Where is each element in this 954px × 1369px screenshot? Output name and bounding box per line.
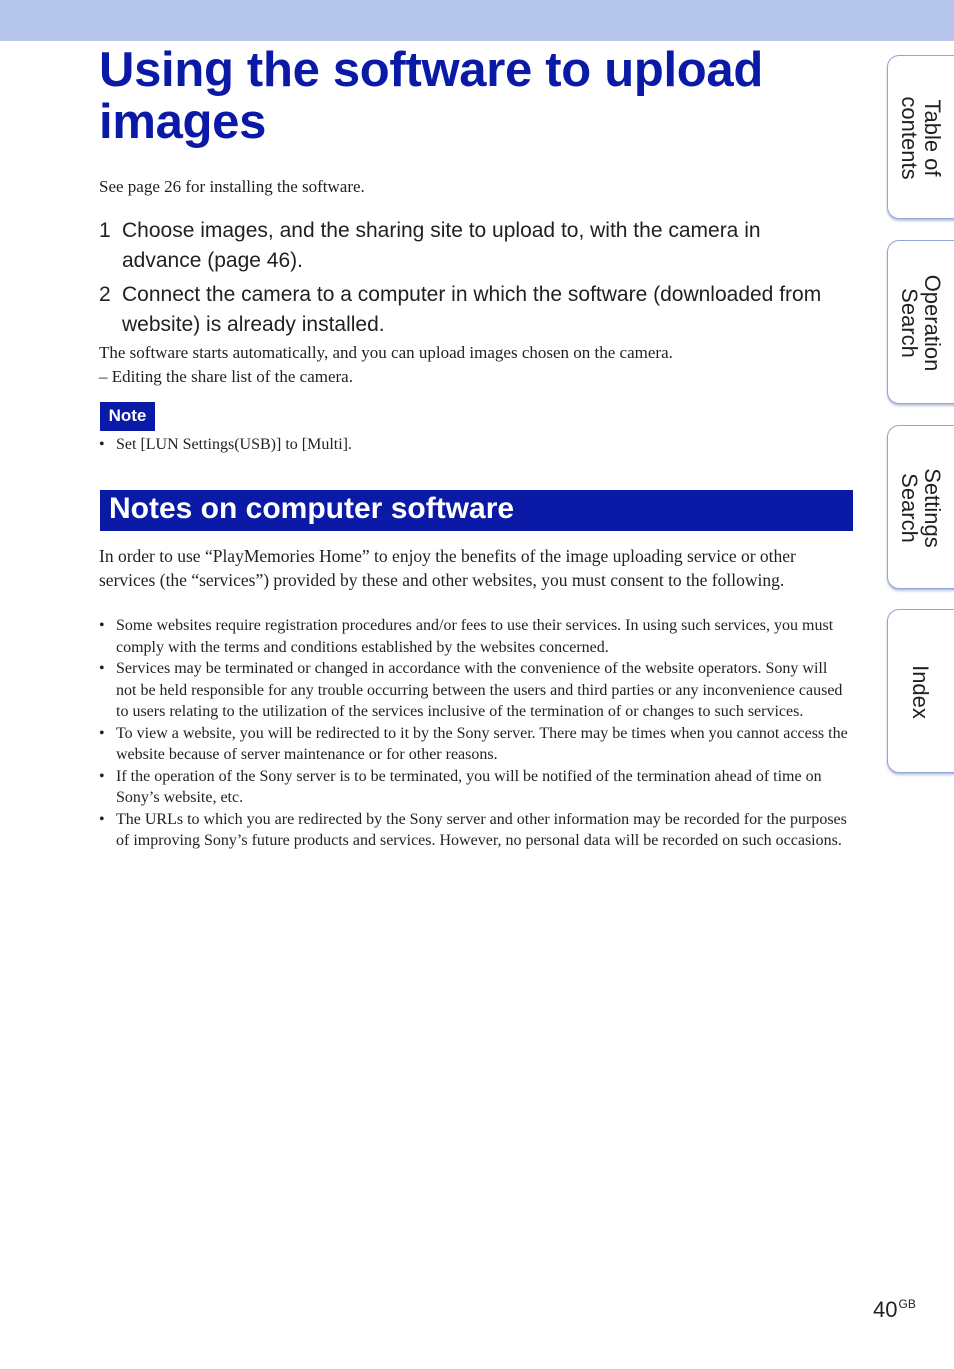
bullet-icon: • [99, 617, 105, 634]
tab-label [888, 426, 954, 590]
section-title: Notes on computer software [109, 492, 515, 525]
step-result-text: The software starts automatically, and you can upload images chosen on the camera. [99, 343, 673, 362]
tab-label-line1: Table of [920, 99, 945, 177]
tab-label-line2: Search [897, 473, 922, 543]
step-text: Connect the camera to a computer in which the software (downloaded from website) is already installed. [122, 283, 822, 336]
intro-text: See page 26 for installing the software. [99, 177, 365, 196]
step-result-subtext: – Editing the share list of the camera. [99, 367, 353, 386]
list-item [99, 615, 851, 658]
list-item [99, 766, 851, 809]
bullet-icon: • [99, 436, 105, 453]
tab-label [888, 56, 954, 220]
list-item [99, 809, 851, 852]
step-number: 1 [99, 219, 111, 242]
bullet-icon: • [99, 724, 105, 742]
page-number-value: 40 [873, 1297, 898, 1322]
section-intro: In order to use “PlayMemories Home” to enjoy the benefits of the image uploading service or other services (the “services”) provided by these and other websites, you must consent to the following. [99, 546, 796, 590]
step-2 [99, 280, 839, 340]
note-item-text: Set [LUN Settings(USB)] to [Multi]. [116, 436, 352, 453]
bullet-text: The URLs to which you are redirected by the Sony server and other information may be recorded for the purposes of improving Sony’s future products and services. However, no personal data will be recorded on such occasions. [116, 810, 847, 849]
tab-label-line1: Index [908, 665, 934, 719]
tab-settings-search[interactable] [887, 425, 954, 589]
bullet-text: If the operation of the Sony server is to be terminated, you will be notified of the termination ahead of time on Sony’s website, etc. [116, 767, 822, 806]
step-text: Choose images, and the sharing site to upload to, with the camera in advance (page 46). [122, 219, 761, 272]
note-list [99, 434, 851, 456]
bullet-text: To view a website, you will be redirected to it by the Sony server. There may be times when you cannot access the website because of server maintenance or for other reasons. [116, 724, 848, 763]
bullet-icon: • [99, 767, 105, 785]
note-badge: Note [100, 402, 155, 431]
tab-operation-search[interactable] [887, 240, 954, 404]
bullet-text: Services may be terminated or changed in accordance with the convenience of the website operators. Sony will not be held responsible for any trouble occurring between the users and third parties or any inconvenience caused to users relating to the utilization of the services inclusive of the termination of or changes to such services. [116, 660, 843, 720]
tab-label [888, 610, 954, 774]
page-number-suffix: GB [898, 1297, 916, 1311]
page-number [873, 1289, 916, 1325]
bullet-icon: • [99, 660, 105, 677]
list-item [99, 723, 851, 766]
services-list [99, 615, 851, 852]
bullet-text: Some websites require registration procedures and/or fees to use their services. In using such services, you must comply with the terms and conditions established by the websites concerned. [116, 617, 834, 656]
tab-label-line2: contents [897, 96, 922, 180]
list-item [99, 434, 851, 456]
step-1 [99, 216, 839, 276]
step-number: 2 [99, 283, 111, 306]
tab-label-line2: Search [897, 288, 922, 358]
section-header [100, 490, 853, 531]
tab-table-of-contents[interactable] [887, 55, 954, 219]
tab-label-line1: Operation [920, 274, 945, 372]
list-item [99, 658, 851, 723]
header-band [0, 0, 954, 41]
tab-label [888, 241, 954, 405]
bullet-icon: • [99, 810, 105, 828]
page-title: Using the software to upload images [99, 43, 764, 149]
tab-index[interactable] [887, 609, 954, 773]
tab-label-line1: Settings [920, 468, 945, 548]
